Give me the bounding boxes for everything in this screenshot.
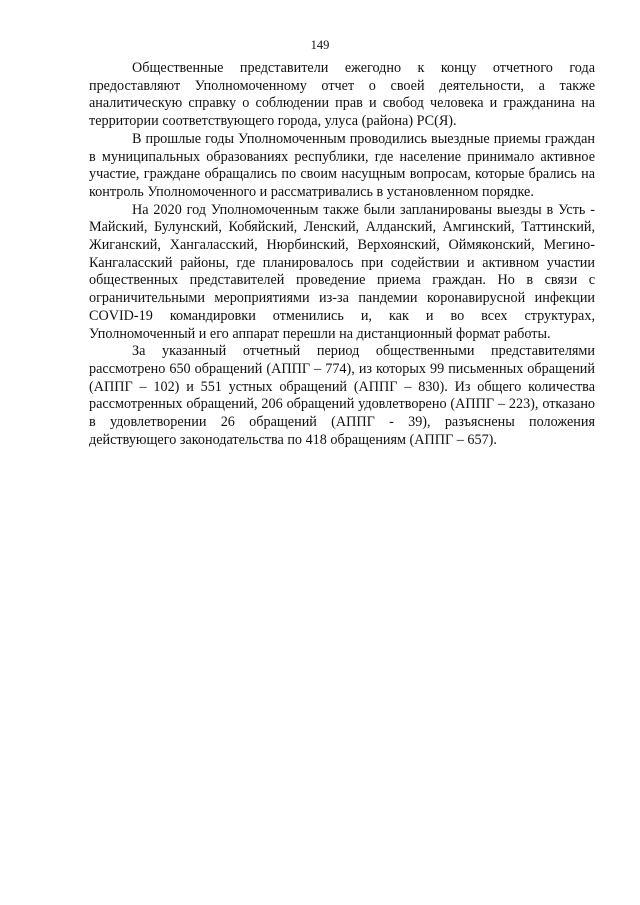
paragraph-2020-plans: На 2020 год Уполномоченным также были запланированы выезды в Усть - Майский, Булунский, Кобяйский, Ленский, Алданский, Амгинский, Таттинский, Жиганский, Хангаласский, Нюрбинский, Верхоянский, Оймяконский, Мегино-Кангаласский районы, где планировалось при содействии и активном участии общественных представителей проведение приема граждан. Но в связи с ограничительными мероприятиями из-за пандемии коронавирусной инфекции COVID-19 командировки отменились и, как и во всех структурах, Уполномоченный и его аппарат перешли на дистанционный формат работы. — [89, 201, 595, 342]
paragraph-past-visits: В прошлые годы Уполномоченным проводились выездные приемы граждан в муниципальных образованиях республики, где население принимало активное участие, граждане обращались по своим насущным вопросам, которые брались на контроль Уполномоченного и рассматривались в установленном порядке. — [89, 130, 595, 200]
paragraph-reports: Общественные представители ежегодно к концу отчетного года предоставляют Уполномоченному отчет о своей деятельности, а также аналитическую справку о соблюдении прав и свобод человека и гражданина на территории соответствующего города, улуса (района) РС(Я). — [89, 60, 595, 130]
paragraph-statistics: За указанный отчетный период общественными представителями рассмотрено 650 обращений (АППГ – 774), из которых 99 письменных обращений (АППГ – 102) и 551 устных обращений (АППГ – 830). Из общего количества рассмотренных обращений, 206 обращений удовлетворено (АППГ – 223), отказано в удовлетворении 26 обращений (АППГ - 39), разъяснены положения действующего законодательства по 418 обращениям (АППГ – 657). — [89, 343, 595, 448]
page-number: 149 — [310, 38, 330, 52]
document-body — [89, 60, 595, 449]
